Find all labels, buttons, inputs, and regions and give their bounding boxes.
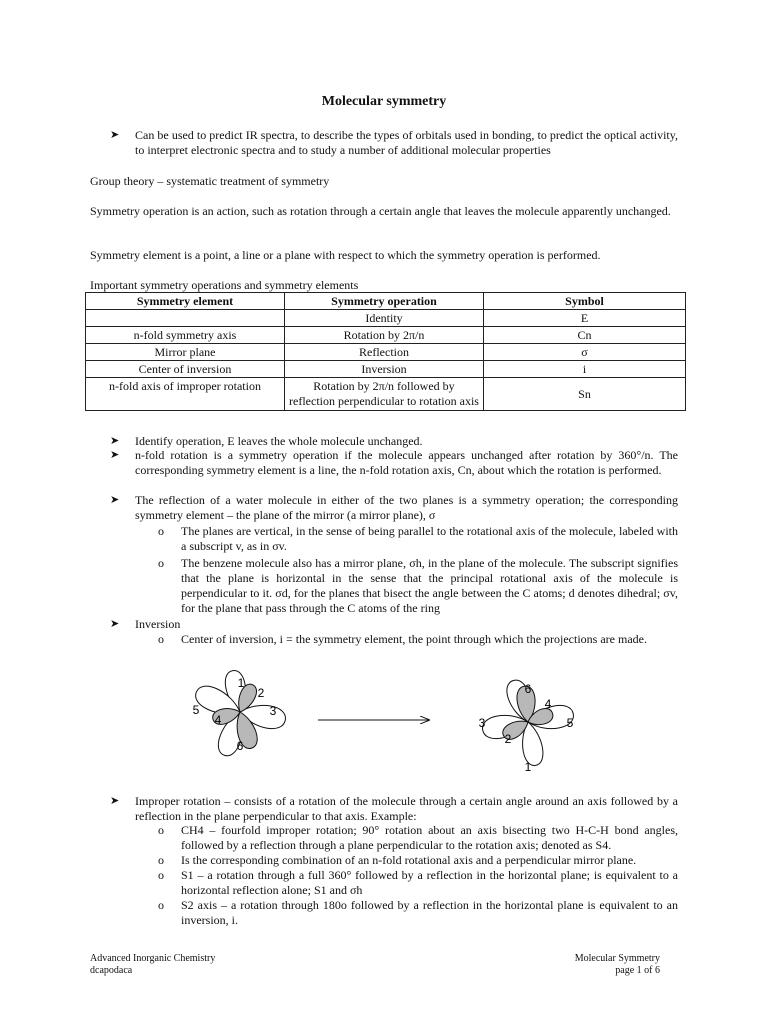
identity-bullet: Identify operation, E leaves the whole molecule unchanged. bbox=[135, 434, 423, 448]
table-caption: Important symmetry operations and symmetry elements bbox=[90, 278, 359, 292]
table-cell: Inversion bbox=[285, 361, 484, 378]
inversion-diagram bbox=[150, 660, 620, 780]
inversion-sub-1: Center of inversion, i = the symmetry element, the point through which the projections are made. bbox=[181, 632, 647, 646]
improper-sub-4: S2 axis – a rotation through 180o followed by a reflection in the horizontal plane is equivalent to an inversion, i. bbox=[181, 898, 678, 927]
bullet-arrow: ➤ bbox=[110, 129, 120, 141]
reflection-sub-1: The planes are vertical, in the sense of being parallel to the rotational axis of the molecule, labeled with a subscript v, as in σv. bbox=[181, 524, 678, 553]
sub-bullet: o bbox=[158, 823, 164, 837]
improper-sub-1: CH4 – fourfold improper rotation; 90° rotation about an axis bisecting two H-C-H bond angles, followed by a reflection through a plane perpendicular to the rotation axis; denoted as S4. bbox=[181, 823, 678, 852]
reflection-sub-2: The benzene molecule also has a mirror plane, σh, in the plane of the molecule. The subscript signifies that the plane is horizontal in the sense that the principal rotational axis of the molecule is perpendicular to it. σd, for the planes that bisect the angle between the C atoms; d denotes dihedral; σv, for the plane that pass through the C atoms of the ring bbox=[181, 556, 678, 615]
lobe-label: 5 bbox=[192, 703, 200, 717]
improper-sub-3: S1 – a rotation through a full 360° followed by a reflection in the horizontal plane; is equivalent to a horizontal reflection alone; S1 and σh bbox=[181, 868, 678, 897]
lobe-label: 1 bbox=[237, 676, 245, 690]
table-cell: Mirror plane bbox=[86, 344, 285, 361]
improper-rotation-bullet: Improper rotation – consists of a rotation of the molecule through a certain angle around an axis followed by a reflection in the plane perpendicular to that axis. Example: bbox=[135, 794, 678, 823]
lobe-label: 5 bbox=[566, 716, 574, 730]
table-header: Symbol bbox=[484, 293, 686, 310]
lobe-label: 3 bbox=[269, 704, 277, 718]
symmetry-element-definition: Symmetry element is a point, a line or a plane with respect to which the symmetry operation is performed. bbox=[90, 248, 601, 262]
sub-bullet: o bbox=[158, 556, 164, 570]
sub-bullet: o bbox=[158, 898, 164, 912]
sub-bullet: o bbox=[158, 868, 164, 882]
table-row bbox=[86, 310, 686, 327]
table-cell: σ bbox=[484, 344, 686, 361]
footer-topic: Molecular Symmetry bbox=[574, 953, 660, 964]
footer-author: dcapodaca bbox=[90, 965, 133, 976]
table-header: Symmetry operation bbox=[285, 293, 484, 310]
footer-course: Advanced Inorganic Chemistry bbox=[90, 953, 216, 964]
table-row bbox=[86, 344, 686, 361]
table-row bbox=[86, 327, 686, 344]
improper-sub-2: Is the corresponding combination of an n-fold rotational axis and a perpendicular mirror plane. bbox=[181, 853, 637, 867]
nfold-bullet: n-fold rotation is a symmetry operation if the molecule appears unchanged after rotation by 360°/n. The corresponding symmetry element is a line, the n-fold rotation axis, Cn, about which the rotation is performed. bbox=[135, 448, 678, 477]
table-header-row bbox=[86, 293, 686, 310]
footer-page: page 1 of 6 bbox=[615, 965, 660, 976]
lobe-label: 4 bbox=[544, 697, 552, 711]
table-cell: Reflection bbox=[285, 344, 484, 361]
bullet-arrow: ➤ bbox=[110, 795, 120, 807]
lobe-label: 3 bbox=[478, 716, 486, 730]
lobe-label: 6 bbox=[236, 739, 244, 753]
bullet-arrow: ➤ bbox=[110, 618, 120, 630]
sub-bullet: o bbox=[158, 524, 164, 538]
footer-right bbox=[480, 953, 660, 977]
symmetry-operation-definition: Symmetry operation is an action, such as rotation through a certain angle that leaves the molecule apparently unchanged. bbox=[90, 204, 671, 218]
page-title: Molecular symmetry bbox=[321, 94, 447, 109]
bullet-arrow: ➤ bbox=[110, 435, 120, 447]
symmetry-table bbox=[85, 292, 686, 411]
bullet-arrow: ➤ bbox=[110, 449, 120, 461]
bullet-arrow: ➤ bbox=[110, 494, 120, 506]
table-cell: Rotation by 2π/n bbox=[285, 327, 484, 344]
table-cell: n-fold axis of improper rotation bbox=[86, 378, 285, 411]
footer-left bbox=[90, 953, 215, 977]
table-cell: Identity bbox=[285, 310, 484, 327]
table-cell: Rotation by 2π/n followed by reflection perpendicular to rotation axis bbox=[285, 378, 484, 411]
sub-bullet: o bbox=[158, 632, 164, 646]
table-cell bbox=[86, 310, 285, 327]
sub-bullet: o bbox=[158, 853, 164, 867]
table-cell: i bbox=[484, 361, 686, 378]
table-cell: Sn bbox=[484, 378, 686, 411]
table-row bbox=[86, 361, 686, 378]
lobe-label: 1 bbox=[524, 760, 532, 774]
table-header: Symmetry element bbox=[86, 293, 285, 310]
table-cell: E bbox=[484, 310, 686, 327]
lobe-label: 2 bbox=[504, 732, 512, 746]
inversion-bullet: Inversion bbox=[135, 617, 181, 631]
lobe-label: 6 bbox=[524, 682, 532, 696]
lobe-label: 2 bbox=[257, 686, 265, 700]
intro-bullet: Can be used to predict IR spectra, to describe the types of orbitals used in bonding, to predict the optical activity, to interpret electronic spectra and to study a number of additional molecular properties bbox=[135, 128, 678, 157]
group-theory-line: Group theory – systematic treatment of symmetry bbox=[90, 174, 330, 188]
table-cell: Cn bbox=[484, 327, 686, 344]
table-cell: n-fold symmetry axis bbox=[86, 327, 285, 344]
lobe-label: 4 bbox=[214, 713, 222, 727]
table-row bbox=[86, 378, 686, 411]
reflection-bullet: The reflection of a water molecule in either of the two planes is a symmetry operation; the corresponding symmetry element – the plane of the mirror (a mirror plane), σ bbox=[135, 493, 678, 522]
table-cell: Center of inversion bbox=[86, 361, 285, 378]
